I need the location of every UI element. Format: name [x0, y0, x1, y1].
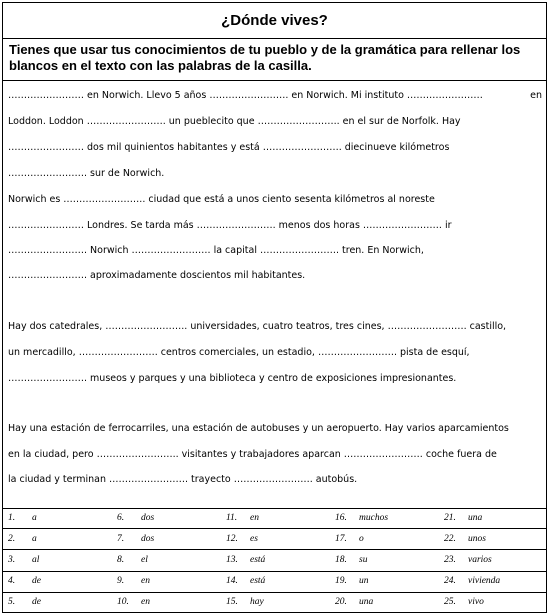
word-box-cell — [111, 549, 148, 570]
word-option: unos — [468, 533, 486, 544]
text-line-main: ……………………. sur de Norwich. — [8, 168, 165, 179]
word-box-cell — [111, 507, 154, 528]
word-number: 15. — [226, 597, 238, 608]
word-box-row — [2, 507, 547, 529]
text-line — [8, 347, 542, 358]
gap-fill-text — [3, 81, 546, 509]
word-box-cell — [220, 592, 264, 613]
word-option: una — [468, 512, 483, 523]
word-box-cell — [438, 549, 492, 570]
text-line-main: en la ciudad, pero …………………….. visitantes y trabajadores aparcan ……………………. coche fuera de — [8, 449, 497, 460]
text-line-main: Loddon. Loddon ……………………. un pueblecito que …………………….. en el sur de Norfolk. Hay — [8, 116, 461, 127]
word-box-row — [2, 528, 547, 550]
word-number: 7. — [117, 533, 125, 544]
text-line — [8, 194, 542, 205]
word-number: 6. — [117, 512, 125, 523]
word-option: dos — [141, 512, 155, 523]
word-number: 18. — [335, 554, 347, 565]
text-line — [8, 270, 542, 281]
word-number: 21. — [444, 512, 456, 523]
word-option: es — [250, 533, 258, 544]
word-box-cell — [220, 549, 265, 570]
word-option: a — [32, 533, 37, 544]
text-line-main: ……………………. Norwich ……………………. la capital ……………………. tren. En Norwich, — [8, 245, 424, 256]
word-number: 4. — [8, 576, 16, 587]
word-box-cell — [220, 528, 258, 549]
word-box-cell — [329, 571, 369, 592]
word-option: está — [250, 554, 266, 565]
word-option: de — [32, 597, 41, 608]
text-line — [8, 220, 542, 231]
word-number: 16. — [335, 512, 347, 523]
word-box-row — [2, 549, 547, 571]
text-line — [8, 423, 542, 434]
text-line-main: …………………… en Norwich. Llevo 5 años ……………………. en Norwich. Mi instituto …………………… — [8, 90, 483, 101]
word-option: en — [141, 576, 150, 587]
word-number: 20. — [335, 597, 347, 608]
word-option: vivienda — [468, 576, 501, 587]
word-option: está — [250, 576, 266, 587]
text-line-main: ……………………. aproximadamente doscientos mil habitantes. — [8, 270, 306, 281]
text-line — [8, 245, 542, 256]
word-box — [2, 507, 547, 613]
word-option: en — [141, 597, 150, 608]
word-box-cell — [438, 507, 482, 528]
word-option: su — [359, 554, 368, 565]
word-number: 9. — [117, 576, 125, 587]
text-line-end: en — [530, 90, 542, 101]
text-line-main: un mercadillo, ……………………. centros comerciales, un estadio, ……………………. pista de esquí, — [8, 347, 470, 358]
word-number: 5. — [8, 597, 16, 608]
word-box-cell — [329, 592, 373, 613]
word-option: vivo — [468, 597, 484, 608]
text-line-main: …………………… Londres. Se tarda más ……………………. menos dos horas ……………………. ir — [8, 220, 452, 231]
word-box-cell — [438, 571, 500, 592]
word-box-cell — [111, 592, 150, 613]
word-box-cell — [2, 528, 37, 549]
text-line-main: …………………… dos mil quinientos habitantes y está ……………………. diecinueve kilómetros — [8, 142, 450, 153]
word-box-row — [2, 571, 547, 593]
word-box-cell — [438, 528, 486, 549]
worksheet-title: ¿Dónde vives? — [3, 3, 546, 39]
word-option: a — [32, 512, 37, 523]
text-line — [8, 168, 542, 179]
word-option: varios — [468, 554, 492, 565]
word-number: 22. — [444, 533, 456, 544]
instructions: Tienes que usar tus conocimientos de tu pueblo y de la gramática para rellenar los blancos en el texto con las palabras de la casilla. — [3, 38, 546, 81]
word-box-cell — [220, 507, 259, 528]
word-option: de — [32, 576, 41, 587]
word-box-row — [2, 592, 547, 613]
word-number: 13. — [226, 554, 238, 565]
word-box-cell — [438, 592, 484, 613]
word-number: 1. — [8, 512, 16, 523]
text-line — [8, 142, 542, 153]
word-box-cell — [2, 592, 41, 613]
text-line-main: Norwich es …………………….. ciudad que está a unos ciento sesenta kilómetros al noreste — [8, 194, 435, 205]
word-box-cell — [329, 528, 364, 549]
word-box-cell — [2, 571, 41, 592]
word-box-cell — [111, 571, 150, 592]
word-number: 25. — [444, 597, 456, 608]
text-line — [8, 474, 542, 485]
word-option: dos — [141, 533, 155, 544]
text-line-main: la ciudad y terminan ……………………. trayecto ……………………. autobús. — [8, 474, 358, 485]
word-box-cell — [2, 549, 39, 570]
text-line-main: Hay una estación de ferrocarriles, una estación de autobuses y un aeropuerto. Hay varios aparcamientos — [8, 423, 509, 434]
text-line — [8, 321, 542, 332]
text-line — [8, 449, 542, 460]
word-option: un — [359, 576, 369, 587]
word-option: en — [250, 512, 259, 523]
word-number: 14. — [226, 576, 238, 587]
word-option: hay — [250, 597, 264, 608]
text-line — [8, 90, 542, 101]
word-box-cell — [2, 507, 37, 528]
word-box-cell — [329, 507, 388, 528]
word-box-cell — [220, 571, 265, 592]
text-line — [8, 373, 542, 384]
word-box-cell — [111, 528, 154, 549]
word-option: el — [141, 554, 148, 565]
word-number: 17. — [335, 533, 347, 544]
text-line — [8, 116, 542, 127]
word-number: 11. — [226, 512, 238, 523]
word-number: 10. — [117, 597, 129, 608]
word-number: 2. — [8, 533, 16, 544]
word-number: 3. — [8, 554, 16, 565]
word-option: una — [359, 597, 374, 608]
text-line-main: ……………………. museos y parques y una biblioteca y centro de exposiciones impresionantes. — [8, 373, 457, 384]
word-option: muchos — [359, 512, 389, 523]
word-box-cell — [329, 549, 367, 570]
word-number: 23. — [444, 554, 456, 565]
word-option: o — [359, 533, 364, 544]
word-option: al — [32, 554, 40, 565]
word-number: 8. — [117, 554, 125, 565]
word-number: 12. — [226, 533, 238, 544]
word-number: 19. — [335, 576, 347, 587]
text-line-main: Hay dos catedrales, …………………….. universidades, cuatro teatros, tres cines, ……………………. castillo, — [8, 321, 507, 332]
word-number: 24. — [444, 576, 456, 587]
